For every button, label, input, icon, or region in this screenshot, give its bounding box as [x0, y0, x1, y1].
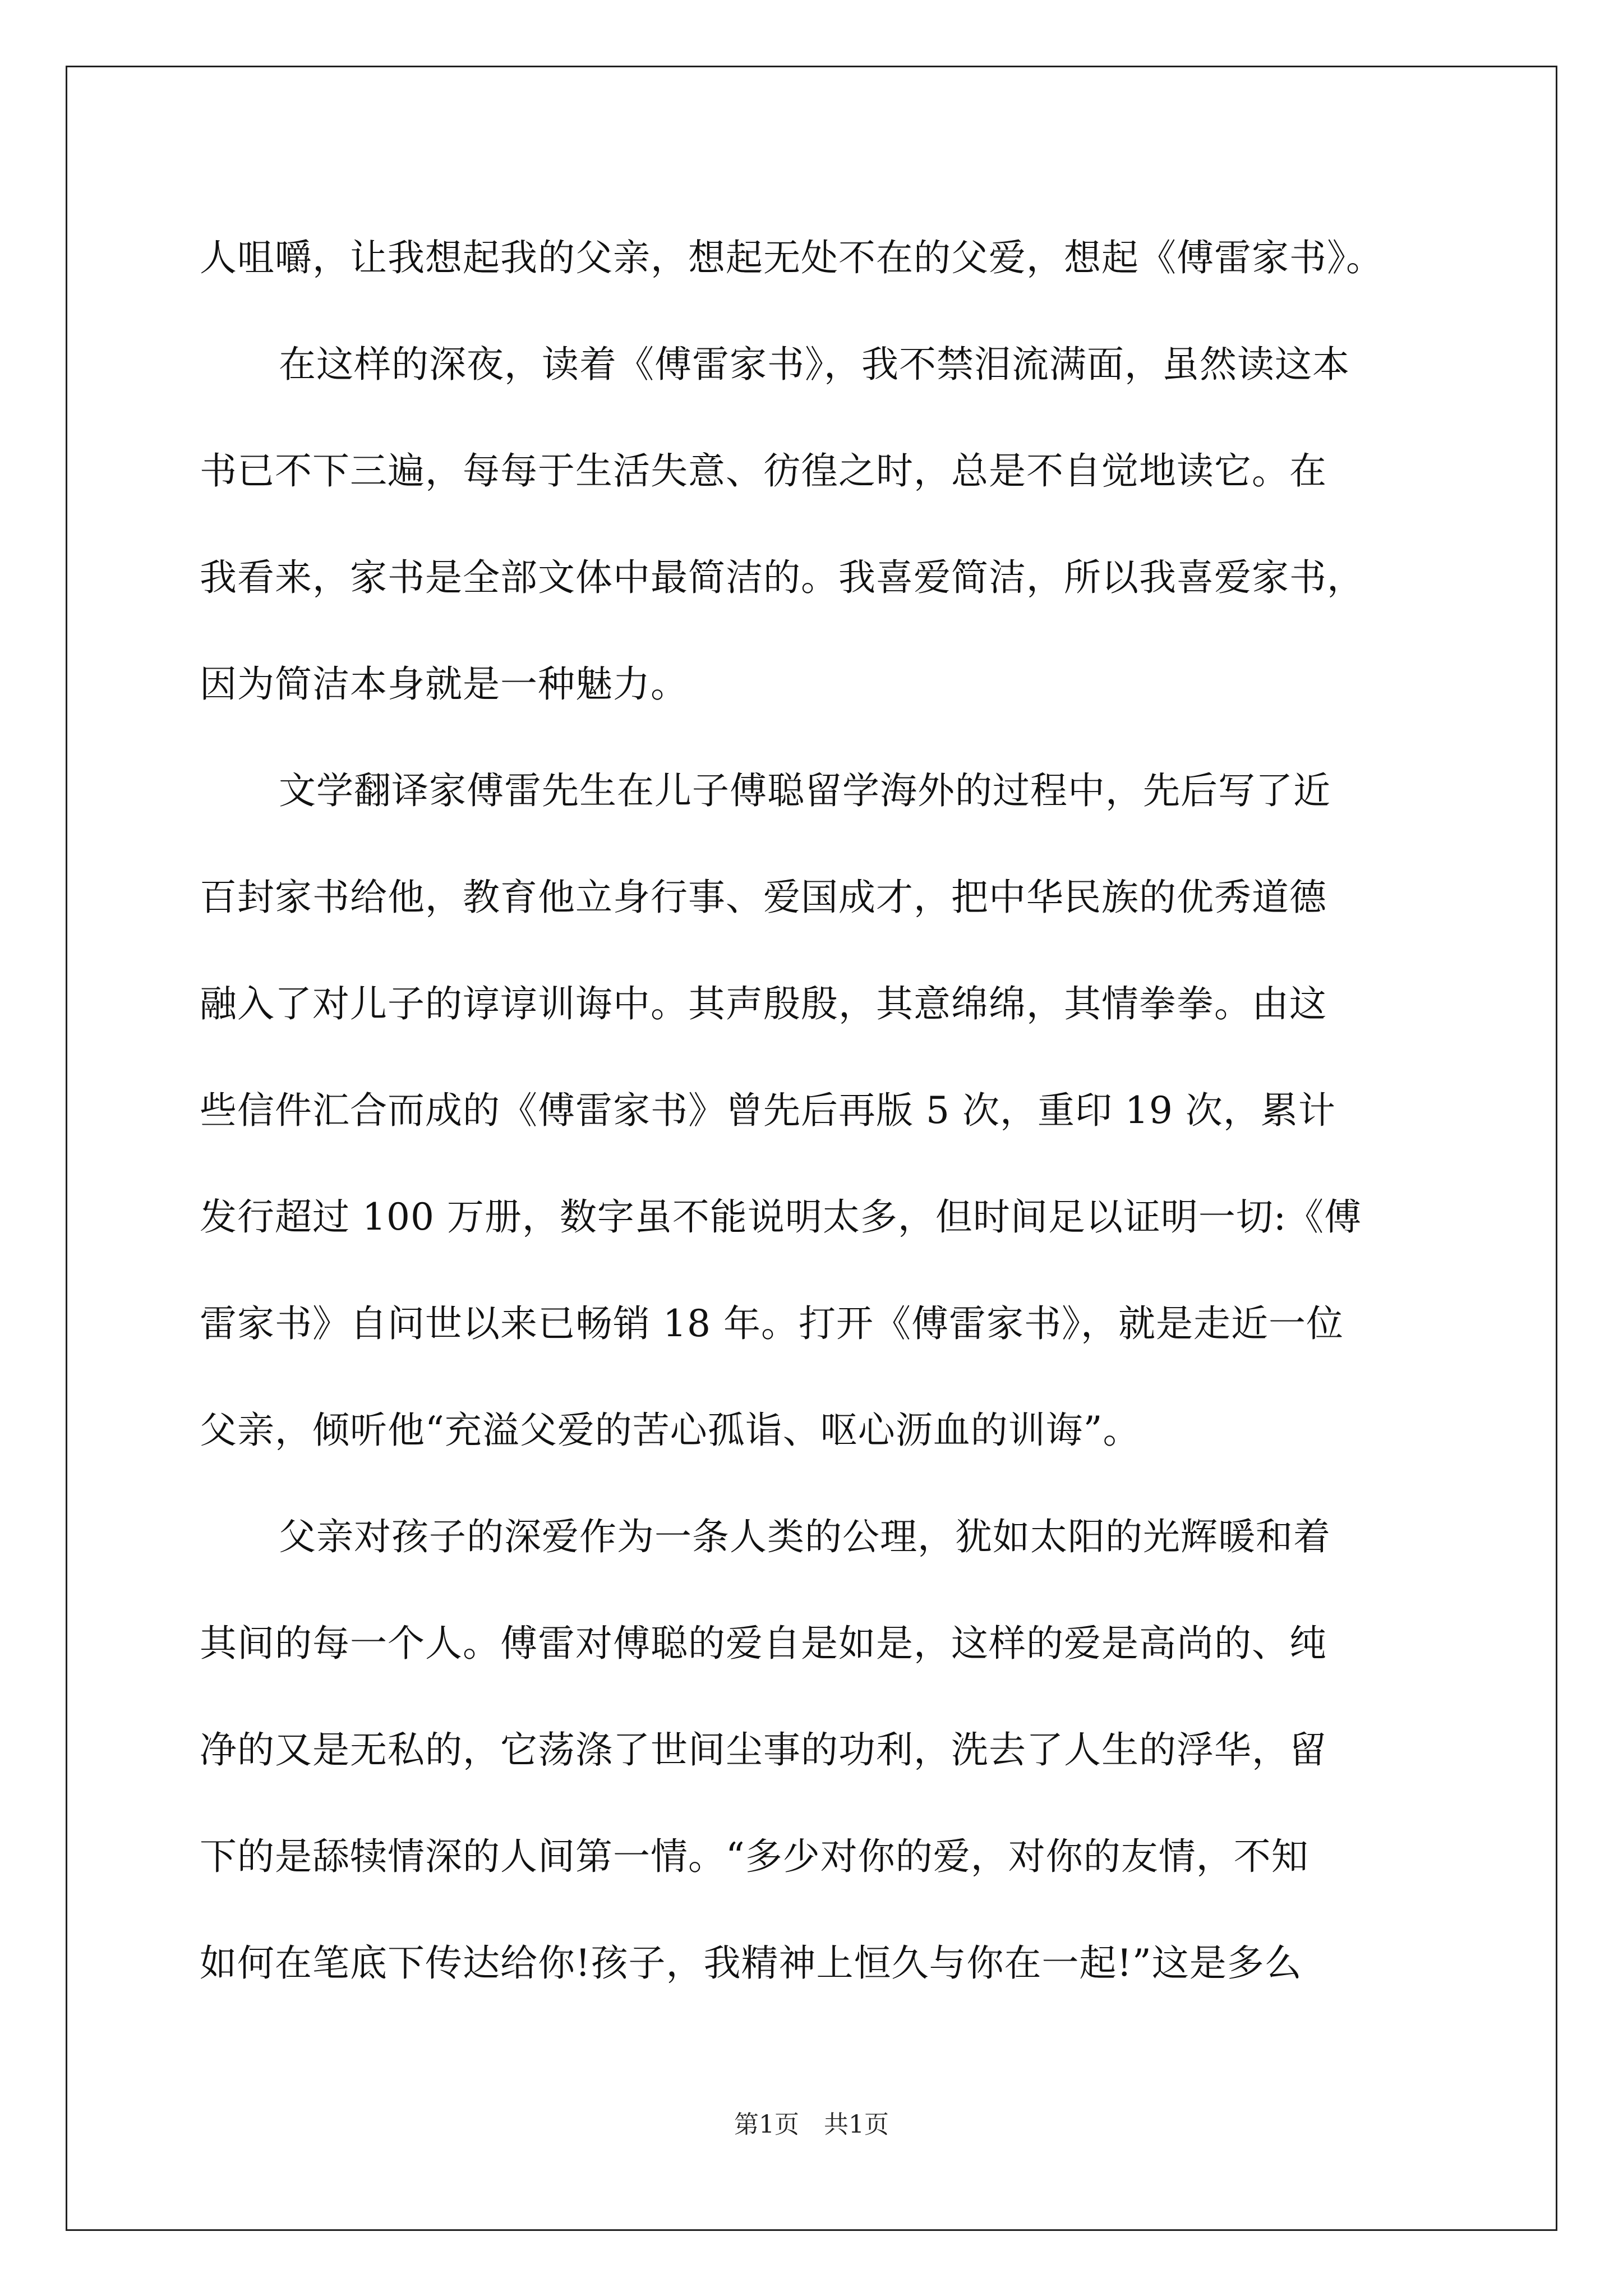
text-line: 人咀嚼，让我想起我的父亲，想起无处不在的父爱，想起《傅雷家书》。: [200, 236, 1384, 279]
text-line: 融入了对儿子的谆谆训诲中。其声殷殷，其意绵绵，其情拳拳。由这: [200, 982, 1327, 1025]
paragraph-first-line: 在这样的深夜，读着《傅雷家书》，我不禁泪流满面，虽然读这本: [279, 343, 1350, 386]
text-line: 书已不下三遍，每每于生活失意、彷徨之时，总是不自觉地读它。在: [200, 449, 1327, 493]
paragraph-first-line: 父亲对孩子的深爱作为一条人类的公理，犹如太阳的光辉暖和着: [279, 1515, 1331, 1558]
text-line: 我看来，家书是全部文体中最简洁的。我喜爱简洁，所以我喜爱家书，: [200, 556, 1364, 599]
page-border: [66, 66, 1557, 2231]
text-line: 发行超过 100 万册，数字虽不能说明太多，但时间足以证明一切:《傅: [200, 1195, 1362, 1239]
text-line: 雷家书》自问世以来已畅销 18 年。打开《傅雷家书》，就是走近一位: [200, 1302, 1344, 1345]
text-line: 因为简洁本身就是一种魅力。: [200, 662, 688, 706]
text-line: 如何在笔底下传达给你!孩子，我精神上恒久与你在一起!”这是多么: [200, 1941, 1302, 1985]
text-line: 净的又是无私的，它荡涤了世间尘事的功利，洗去了人生的浮华，留: [200, 1728, 1327, 1772]
paragraph-first-line: 文学翻译家傅雷先生在儿子傅聪留学海外的过程中，先后写了近: [279, 769, 1331, 812]
text-line: 父亲，倾听他“充溢父爱的苦心孤诣、呕心沥血的训诲”。: [200, 1409, 1141, 1452]
text-line: 百封家书给他，教育他立身行事、爱国成才，把中华民族的优秀道德: [200, 876, 1327, 919]
text-line: 些信件汇合而成的《傅雷家书》曾先后再版 5 次，重印 19 次，累计: [200, 1089, 1336, 1132]
text-line: 下的是舔犊情深的人间第一情。“多少对你的爱，对你的友情，不知: [200, 1835, 1309, 1878]
text-line: 其间的每一个人。傅雷对傅聪的爱自是如是，这样的爱是高尚的、纯: [200, 1622, 1327, 1665]
page-number-footer: 第1页 共1页: [734, 2110, 889, 2139]
